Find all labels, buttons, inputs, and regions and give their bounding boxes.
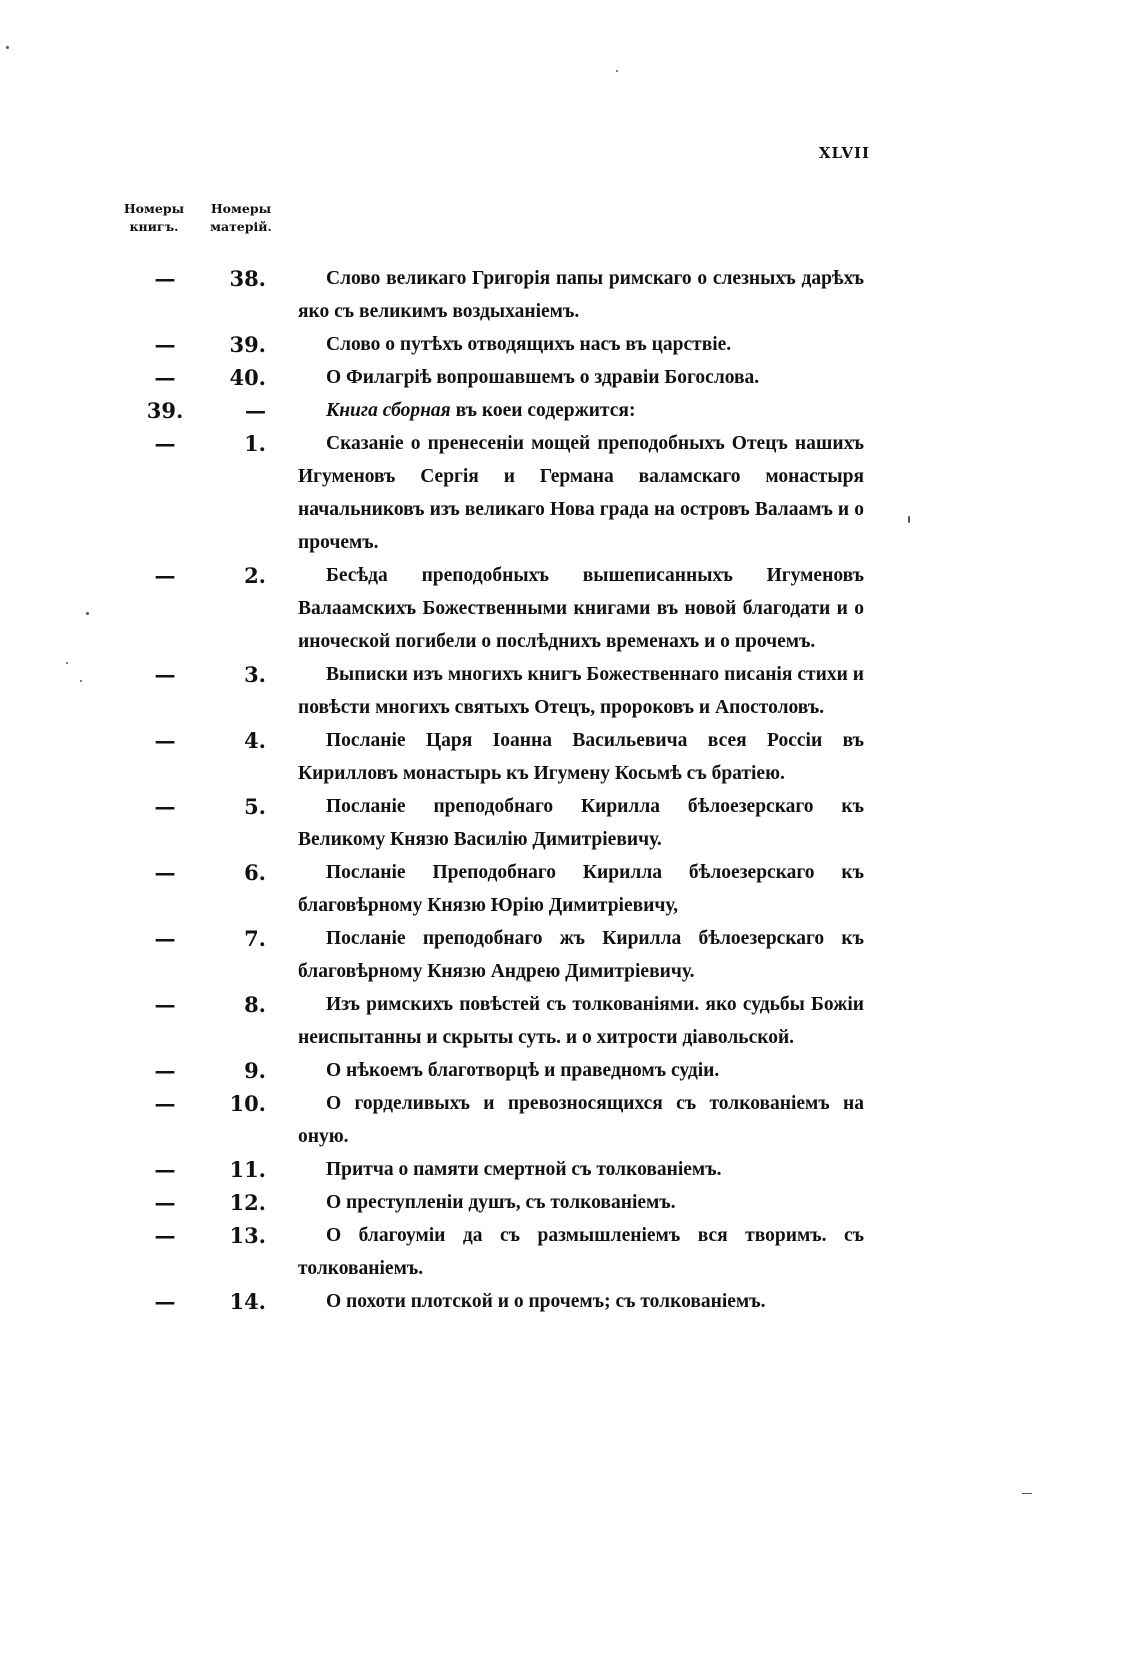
entry-book-number: 39. <box>146 398 184 423</box>
paper-speck <box>6 46 9 49</box>
entry-material-number: 2. <box>244 563 266 588</box>
entry-text: О горделивыхъ и превозносящихся съ толкованіемъ на оную. <box>298 1093 864 1147</box>
entry-material-number: 13. <box>229 1223 266 1248</box>
column-header-materials-line2: матерій. <box>210 219 272 234</box>
entry <box>0 724 1140 790</box>
entry-book-number: — <box>154 860 176 885</box>
entry-text: Изъ римскихъ повѣстей съ толкованіями. яко судьбы Божіи неиспытанны и скрыты суть. и о хитрости діавольской. <box>298 994 864 1048</box>
entry-material-number: 1. <box>244 431 266 456</box>
entry-text: О преступленіи душъ, съ толкованіемъ. <box>326 1192 676 1213</box>
entry-material-number: 7. <box>244 926 266 951</box>
entry-book-number: — <box>154 1157 176 1182</box>
entry-text: Бесѣда преподобныхъ вышеписанныхъ Игуменовъ Валаамскихъ Божественными книгами въ новой благодати и о иноческой погибели о послѣднихъ временахъ и о прочемъ. <box>298 565 864 652</box>
entry-material-number: 3. <box>244 662 266 687</box>
entry-text: Посланіе Царя Іоанна Васильевича всея Россіи въ Кирилловъ монастырь къ Игумену Косьмѣ съ братіею. <box>298 730 864 784</box>
entry-text: Притча о памяти смертной съ толкованіемъ. <box>326 1159 722 1180</box>
entry <box>0 1285 1140 1318</box>
entry-book-number: — <box>154 431 176 456</box>
entry-book-number: — <box>154 1091 176 1116</box>
entry-material-number: — <box>245 398 266 423</box>
entry <box>0 262 1140 328</box>
column-header-books-line2: книгъ. <box>129 219 179 234</box>
column-header-books-line1: Номеры <box>123 201 185 216</box>
entry-book-number: — <box>154 332 176 357</box>
entry-material-number: 11. <box>229 1157 266 1182</box>
entry-text: О нѣкоемъ благотворцѣ и праведномъ судіи. <box>326 1060 720 1081</box>
entry-text: Посланіе преподобнаго жъ Кирилла бѣлоезерскаго къ благовѣрному Князю Андрею Димитріевичу. <box>298 928 864 982</box>
entry <box>0 658 1140 724</box>
entry <box>0 1087 1140 1153</box>
entry-material-number: 5. <box>244 794 266 819</box>
entry-material-number: 39. <box>229 332 266 357</box>
entry-text: Посланіе Преподобнаго Кирилла бѣлоезерскаго къ благовѣрному Князю Юрію Димитріевичу, <box>298 862 864 916</box>
entry <box>0 559 1140 658</box>
entry <box>0 1054 1140 1087</box>
column-header-materials-line1: Номеры <box>210 201 272 216</box>
entry <box>0 394 1140 427</box>
entry <box>0 1186 1140 1219</box>
paper-speck <box>908 516 910 523</box>
entry-text: О Филагріѣ вопрошавшемъ о здравіи Богослова. <box>326 367 760 388</box>
entry-text: О благоуміи да съ размышленіемъ вся творимъ. съ толкованіемъ. <box>298 1225 864 1279</box>
entry-book-number: — <box>154 926 176 951</box>
page-number: XLVII <box>818 144 870 162</box>
entry-material-number: 38. <box>229 266 266 291</box>
entry-list <box>0 262 1140 1318</box>
column-header-books <box>119 200 189 236</box>
entry-text <box>298 394 864 427</box>
entry-material-number: 6. <box>244 860 266 885</box>
entry-book-number: — <box>154 662 176 687</box>
entry-text: Сказаніе о пренесеніи мощей преподобныхъ Отецъ нашихъ Игуменовъ Сергія и Германа валамскаго монастыря начальниковъ изъ великаго Нова града на островъ Валаамъ и о прочемъ. <box>298 433 864 553</box>
entry-book-number: — <box>154 1058 176 1083</box>
entry-material-number: 14. <box>229 1289 266 1314</box>
paper-speck <box>86 612 89 615</box>
entry <box>0 328 1140 361</box>
entry-text: Выписки изъ многихъ книгъ Божественнаго писанія стихи и повѣсти многихъ святыхъ Отецъ, пророковъ и Апостоловъ. <box>298 664 864 718</box>
paper-speck <box>66 662 68 664</box>
entry-book-number: — <box>154 365 176 390</box>
entry-book-number: — <box>154 728 176 753</box>
entry-text: О похоти плотской и о прочемъ; съ толкованіемъ. <box>326 1291 766 1312</box>
entry-book-number: — <box>154 1289 176 1314</box>
entry-book-number: — <box>154 794 176 819</box>
entry <box>0 427 1140 559</box>
entry <box>0 1153 1140 1186</box>
entry-material-number: 10. <box>229 1091 266 1116</box>
entry-material-number: 4. <box>244 728 266 753</box>
entry-text-rest: въ коеи содержится: <box>450 400 636 421</box>
entry <box>0 988 1140 1054</box>
paper-speck <box>1022 1493 1032 1494</box>
entry-material-number: 9. <box>244 1058 266 1083</box>
entry <box>0 790 1140 856</box>
entry-material-number: 12. <box>229 1190 266 1215</box>
entry-book-number: — <box>154 1190 176 1215</box>
entry <box>0 922 1140 988</box>
entry-material-number: 40. <box>229 365 266 390</box>
entry-book-number: — <box>154 1223 176 1248</box>
entry-text: Слово о путѣхъ отводящихъ насъ въ царствіе. <box>326 334 732 355</box>
entry-material-number: 8. <box>244 992 266 1017</box>
entry <box>0 856 1140 922</box>
entry <box>0 1219 1140 1285</box>
paper-speck <box>80 680 82 682</box>
entry <box>0 361 1140 394</box>
entry-title-italic: Книга сборная <box>326 400 451 421</box>
paper-speck <box>616 70 618 72</box>
entry-text: Посланіе преподобнаго Кирилла бѣлоезерскаго къ Великому Князю Василію Димитріевичу. <box>298 796 864 850</box>
entry-book-number: — <box>154 266 176 291</box>
entry-book-number: — <box>154 563 176 588</box>
entry-book-number: — <box>154 992 176 1017</box>
entry-text: Слово великаго Григорія папы римскаго о слезныхъ дарѣхъ яко съ великимъ воздыханіемъ. <box>298 268 864 322</box>
column-header-materials <box>206 200 276 236</box>
